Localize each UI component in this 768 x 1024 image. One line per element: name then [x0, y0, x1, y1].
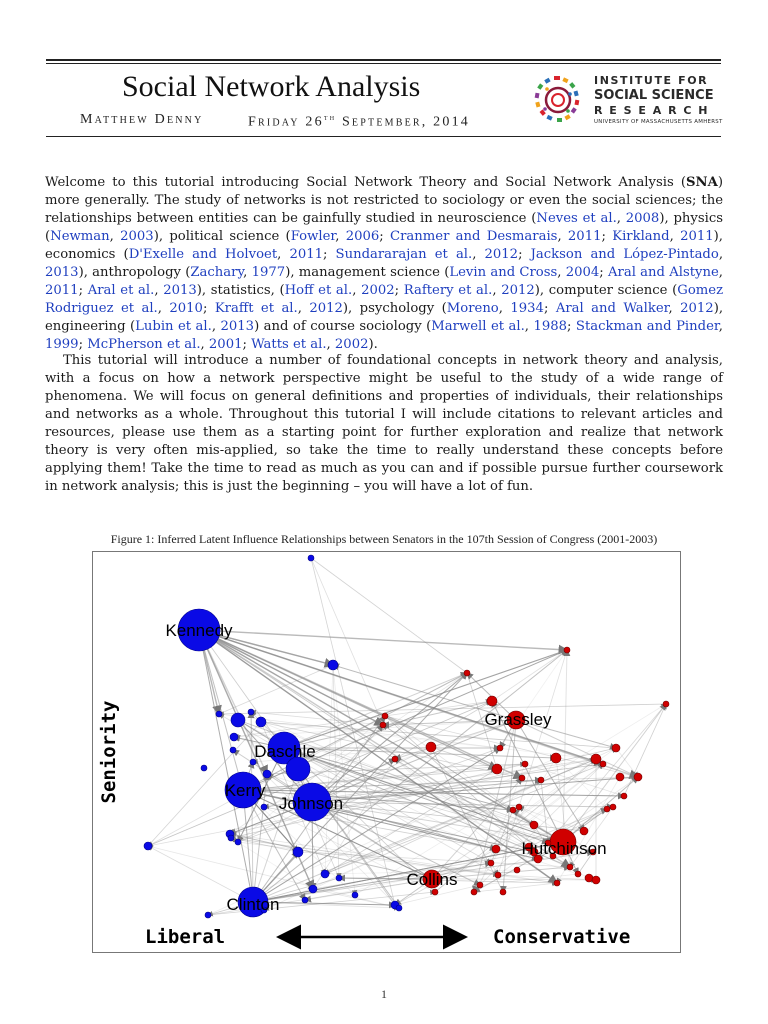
paragraph-text: ), management science ( [285, 265, 450, 280]
senator-node [263, 770, 271, 778]
document-date [248, 112, 470, 131]
senator-node [144, 842, 152, 850]
senator-node [516, 804, 522, 810]
citation-link[interactable]: Zachary [190, 265, 244, 280]
senator-node [464, 670, 470, 676]
paragraph-text: ), engineering ( [45, 301, 724, 334]
paragraph-text: ; [78, 283, 88, 298]
citation-link[interactable]: Watts et al. [251, 337, 327, 352]
senator-node [616, 773, 624, 781]
logo-line-1: INSTITUTE FOR [594, 74, 709, 87]
paragraph-text: , [154, 283, 164, 298]
senator-node [477, 882, 483, 888]
paragraph-text: , [157, 301, 170, 316]
paragraph-text: , [492, 283, 502, 298]
paragraph-text: ), computer science ( [534, 283, 678, 298]
senator-node [663, 701, 669, 707]
senator-node [216, 711, 222, 717]
paragraph-text: ; [78, 337, 88, 352]
senator-node [302, 897, 308, 903]
citation-link[interactable]: Cranmer and Desmarais [390, 229, 558, 244]
citation-link[interactable]: 2001 [208, 337, 243, 352]
citation-link[interactable]: Neves et al. [536, 211, 617, 226]
senator-label-collins: Collins [406, 870, 458, 889]
senator-node [575, 871, 581, 877]
network-graph [93, 552, 680, 952]
paragraph-text: ), physics ( [45, 211, 723, 244]
senator-node [495, 872, 501, 878]
paragraph-text: , [297, 301, 310, 316]
influence-edge [231, 838, 498, 875]
senator-node [261, 804, 267, 810]
senator-node [308, 555, 314, 561]
citation-link[interactable]: 2004 [565, 265, 600, 280]
citation-link[interactable]: 2011 [680, 229, 714, 244]
senator-node [201, 765, 207, 771]
citation-link[interactable]: 2011 [45, 283, 79, 298]
senator-node [492, 845, 500, 853]
y-axis-label: Seniority [98, 700, 120, 804]
citation-link[interactable]: Levin and Cross [449, 265, 558, 280]
senator-node [612, 744, 620, 752]
senator-label-kennedy: Kennedy [165, 621, 233, 640]
paragraph-text: ; [394, 283, 404, 298]
senator-node [231, 713, 245, 727]
senator-node [551, 753, 561, 763]
date-rest: September, 2014 [336, 114, 470, 130]
paragraph-text: ; [379, 229, 391, 244]
paragraph-text: ; [242, 337, 252, 352]
network-edges [148, 558, 666, 915]
senator-node [604, 806, 610, 812]
influence-edge [199, 630, 567, 650]
citation-link[interactable]: Fowler [290, 229, 336, 244]
senator-node [522, 761, 528, 767]
influence-edge [199, 630, 385, 716]
senator-label-johnson: Johnson [278, 794, 344, 813]
senator-label-grassley: Grassley [484, 710, 552, 729]
citation-link[interactable]: Sundararajan et al. [335, 247, 473, 262]
senator-node [392, 756, 398, 762]
header-top-rule-thick [46, 59, 721, 61]
citation-link[interactable]: Lubin et al. [135, 319, 212, 334]
paragraph-text: , [498, 301, 511, 316]
senator-node [352, 892, 358, 898]
logo-line-3: R E S E A R C H [594, 104, 709, 117]
senator-node [592, 876, 600, 884]
paragraph-text: ) more generally. The study of networks is not restricted to sociology or even the social sciences; the relationships between entities can be gainfully studied in neuroscience ( [45, 175, 723, 226]
citation-link[interactable]: 2011 [567, 229, 602, 244]
header-top-rule-thin [46, 63, 721, 64]
author-name: Matthew Denny [80, 112, 204, 127]
logo-line-2: SOCIAL SCIENCE [594, 88, 714, 103]
citation-link[interactable]: 1977 [251, 265, 286, 280]
senator-node [554, 880, 560, 886]
document-title: Social Network Analysis [122, 70, 421, 103]
citation-link[interactable]: Stackman and Pinder [575, 319, 719, 334]
citation-link[interactable]: 2013 [45, 265, 79, 280]
paragraph-text: ). [368, 337, 378, 352]
paragraph-text: , [718, 247, 724, 262]
paragraph-text: ; [202, 301, 215, 316]
citation-link[interactable]: Aral and Alstyne [608, 265, 719, 280]
senator-node [564, 647, 570, 653]
paragraph-text: , [472, 247, 485, 262]
paragraph-text: SNA [686, 175, 718, 190]
senator-node [530, 821, 538, 829]
paragraph-text: , [557, 229, 568, 244]
paragraph-text: , [668, 301, 681, 316]
senator-node [230, 733, 238, 741]
paragraph-text: ), statistics, ( [196, 283, 285, 298]
citation-link[interactable]: 2002 [361, 283, 395, 298]
citation-link[interactable]: D'Exelle and Holvoet [128, 247, 278, 262]
citation-link[interactable]: Krafft et al. [214, 301, 298, 316]
senator-node [293, 847, 303, 857]
citation-link[interactable]: Marwell et al. [431, 319, 525, 334]
paragraph-text: ; [601, 229, 613, 244]
citation-link[interactable]: 2012 [501, 283, 535, 298]
paragraph-text: , [718, 319, 723, 334]
x-axis-left-label: Liberal [145, 926, 226, 948]
paragraph-text: , [277, 247, 290, 262]
senator-node [591, 754, 601, 764]
senator-node [321, 870, 329, 878]
paragraph-text: ; [323, 247, 336, 262]
senator-node [426, 742, 436, 752]
isr-logo [532, 72, 724, 128]
paragraph-text: ; [543, 301, 556, 316]
figure-caption: Figure 1: Inferred Latent Influence Relationships between Senators in the 107th Session of Congress (2001-2003) [110, 532, 658, 546]
senator-node [432, 889, 438, 895]
senator-node [492, 764, 502, 774]
paragraph-text: , [718, 265, 723, 280]
citation-link[interactable]: 2011 [289, 247, 323, 262]
citation-link[interactable]: 1988 [533, 319, 567, 334]
senator-node [600, 761, 606, 767]
paragraph-text: , [352, 283, 362, 298]
page-number: 1 [381, 987, 387, 1001]
senator-node [634, 773, 642, 781]
citation-link[interactable]: 2006 [345, 229, 380, 244]
senator-node [510, 807, 516, 813]
paragraph-text: ) and of course sociology ( [254, 319, 432, 334]
citation-link[interactable]: Kirkland [612, 229, 670, 244]
influence-edge [311, 558, 383, 725]
citation-link[interactable]: Jackson and López-Pintado [530, 247, 719, 262]
senator-node [382, 713, 388, 719]
influence-edge [570, 807, 613, 867]
senator-node [336, 875, 342, 881]
citation-link[interactable]: 2013 [163, 283, 197, 298]
citation-link[interactable]: 2012 [680, 301, 714, 316]
senator-node [471, 889, 477, 895]
paragraph-text: ; [518, 247, 531, 262]
senator-label-daschle: Daschle [254, 742, 316, 761]
senator-node [256, 717, 266, 727]
date-suffix: th [323, 112, 337, 122]
senator-node [205, 912, 211, 918]
paragraph-text: ), economics ( [45, 229, 723, 262]
senate-network-figure [92, 551, 681, 953]
citation-link[interactable]: 2010 [169, 301, 203, 316]
citation-link[interactable]: Aral et al. [87, 283, 155, 298]
senator-node [228, 835, 234, 841]
senator-node [621, 793, 627, 799]
influence-edge [624, 704, 666, 796]
citation-link[interactable]: 1999 [45, 337, 79, 352]
influence-edge [148, 846, 253, 902]
paragraph-text: , [200, 337, 209, 352]
paragraph-text: , [557, 265, 566, 280]
senator-node [500, 889, 506, 895]
senator-node [235, 839, 241, 845]
citation-link[interactable]: 2013 [220, 319, 255, 334]
paragraph-text: ; [567, 319, 576, 334]
citation-link[interactable]: 2002 [334, 337, 369, 352]
senator-node [538, 777, 544, 783]
citation-link[interactable]: Hoff et al. [284, 283, 353, 298]
citation-link[interactable]: 2008 [625, 211, 660, 226]
tutorial-overview-paragraph: This tutorial will introduce a number of foundational concepts in network theory and analysis, with a focus on how a network perspective might be useful to the study of a wide range of phenomena. We will focus on general definitions and properties of individuals, their relationships and networks as a whole. Throughout this tutorial I will include citations to relevant articles and resources, please use them as a starting point for further exploration and realize that network theory is very often mis-applied, so take the time to really understand these concepts before applying them! Take the time to read as much as you can and if possible pursue further coursework in network analysis; this is just the beginning – you will have a lot of fun. [45, 353, 723, 494]
senator-node [248, 709, 254, 715]
paragraph-text: , [243, 265, 252, 280]
isr-logo-mark-icon [532, 74, 584, 126]
senator-node [514, 867, 520, 873]
paragraph-text: ), political science ( [153, 229, 291, 244]
paragraph-text: Welcome to this tutorial introducing Social Network Theory and Social Network Analysis ( [45, 175, 687, 190]
senator-node [230, 747, 236, 753]
influence-edge [492, 650, 567, 701]
senator-node [488, 860, 494, 866]
date-prefix: Friday 26 [248, 114, 324, 130]
senator-node [497, 745, 503, 751]
citation-link[interactable]: 2012 [309, 301, 343, 316]
intro-paragraph [45, 174, 723, 354]
header-bottom-rule [46, 136, 721, 137]
senator-node [487, 696, 497, 706]
senator-node [380, 722, 386, 728]
senator-label-hutchinson: Hutchinson [521, 839, 607, 858]
paragraph-text: ), psychology ( [342, 301, 447, 316]
influence-edge [563, 650, 567, 842]
x-axis-right-label: Conservative [493, 926, 631, 948]
senator-label-clinton: Clinton [226, 895, 280, 914]
paragraph-text: , [616, 211, 626, 226]
paragraph-text: , [669, 229, 681, 244]
senator-label-kerry: Kerry [224, 781, 266, 800]
paragraph-text: , [109, 229, 121, 244]
influence-edge [199, 630, 253, 902]
citation-link[interactable]: McPherson et al. [87, 337, 201, 352]
citation-link[interactable]: Moreno [446, 301, 499, 316]
senator-node [519, 775, 525, 781]
citation-link[interactable]: 2003 [120, 229, 154, 244]
citation-link[interactable]: 2012 [484, 247, 519, 262]
citation-link[interactable]: Raftery et al. [403, 283, 493, 298]
senator-node [567, 864, 573, 870]
senator-node [396, 905, 402, 911]
citation-link[interactable]: Gomez Rodriguez et al. [45, 283, 724, 316]
senator-node [580, 827, 588, 835]
senator-node [328, 660, 338, 670]
paragraph-text: , [335, 229, 346, 244]
citation-link[interactable]: 1934 [510, 301, 544, 316]
paragraph-text: ), anthropology ( [78, 265, 191, 280]
paragraph-text: , [211, 319, 221, 334]
citation-link[interactable]: Aral and Walker [555, 301, 669, 316]
paragraph-text: ; [599, 265, 608, 280]
senator-node [610, 804, 616, 810]
paragraph-text: , [524, 319, 534, 334]
logo-line-4: UNIVERSITY OF MASSACHUSETTS AMHERST [594, 119, 723, 125]
senator-node [309, 885, 317, 893]
paragraph-text: , [326, 337, 335, 352]
citation-link[interactable]: Newman [50, 229, 110, 244]
